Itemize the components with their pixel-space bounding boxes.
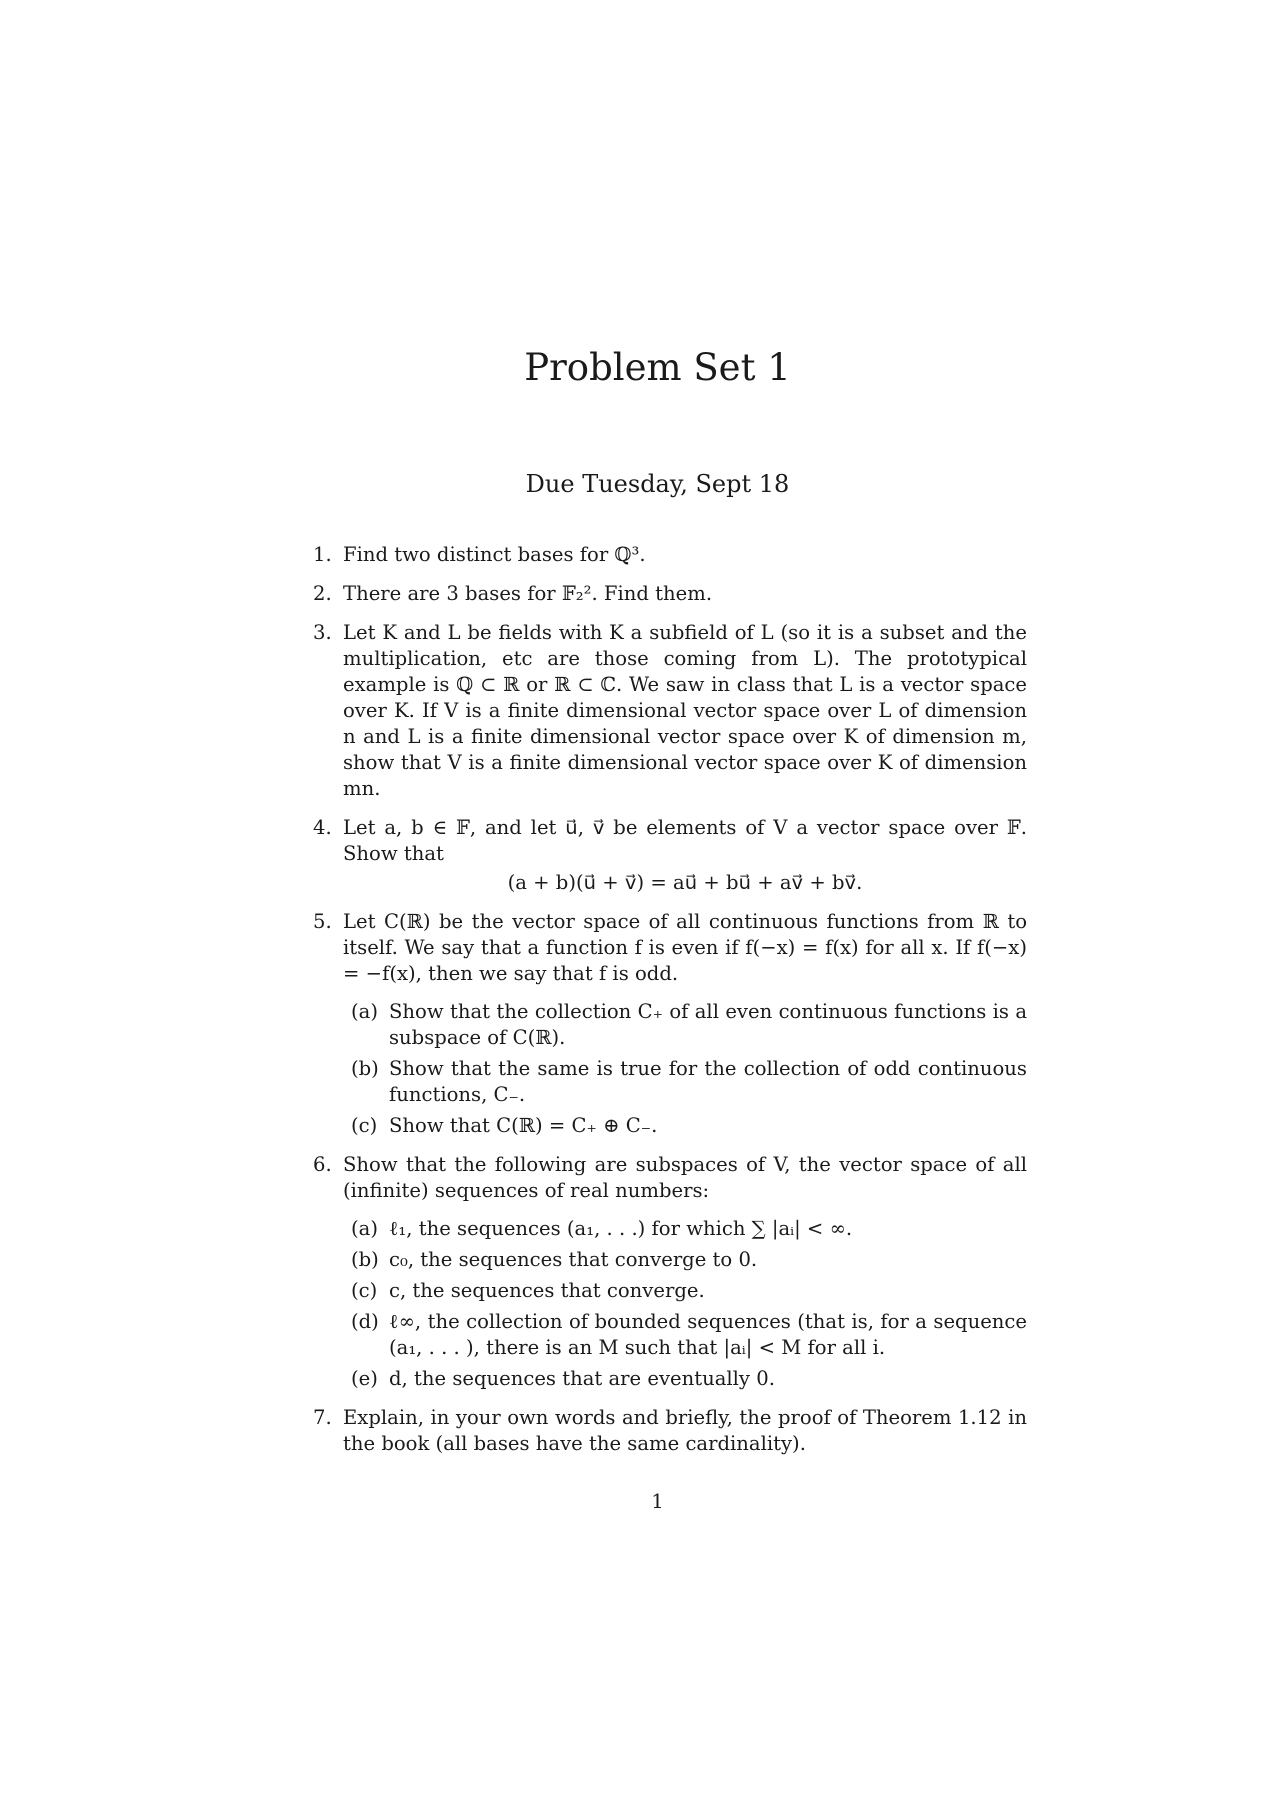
subpart-label: (c)	[351, 1114, 378, 1137]
page-number: 1	[651, 1490, 664, 1513]
problem-list	[313, 542, 1027, 1470]
subpart-text: Show that the collection C₊ of all even continuous functions is a subspace of C(ℝ).	[389, 1000, 1027, 1049]
problem-7	[313, 1405, 1027, 1457]
problem-5	[313, 909, 1027, 1139]
problem-text: Find two distinct bases for ℚ³.	[343, 543, 646, 566]
problem-text: Let C(ℝ) be the vector space of all continuous functions from ℝ to itself. We say that a function f is even if f(−x) = f(x) for all x. If f(−x) = −f(x), then we say that f is odd.	[343, 910, 1027, 985]
problem-3	[313, 620, 1027, 802]
subpart-list	[343, 1216, 1027, 1392]
subpart-d	[351, 1309, 1027, 1361]
problem-2	[313, 581, 1027, 607]
subpart-label: (c)	[351, 1279, 378, 1302]
subpart-text: ℓ∞, the collection of bounded sequences (that is, for a sequence (a₁, . . . ), there is an M such that |aᵢ| < M for all i.	[389, 1310, 1027, 1359]
subpart-text: Show that the same is true for the collection of odd continuous functions, C₋.	[389, 1057, 1027, 1106]
problem-number: 5.	[313, 910, 332, 933]
subpart-c	[351, 1278, 1027, 1304]
problem-number: 3.	[313, 621, 332, 644]
problem-text: Show that the following are subspaces of V, the vector space of all (infinite) sequences of real numbers:	[343, 1153, 1027, 1202]
problem-4	[313, 815, 1027, 896]
subpart-a	[351, 999, 1027, 1051]
problem-number: 2.	[313, 582, 332, 605]
subpart-label: (a)	[351, 1217, 378, 1240]
subpart-c	[351, 1113, 1027, 1139]
problem-number: 7.	[313, 1406, 332, 1429]
subpart-e	[351, 1366, 1027, 1392]
problem-number: 1.	[313, 543, 332, 566]
subpart-text: d, the sequences that are eventually 0.	[389, 1367, 775, 1390]
problem-text: There are 3 bases for 𝔽₂². Find them.	[343, 582, 713, 605]
subpart-label: (d)	[351, 1310, 379, 1333]
due-date: Due Tuesday, Sept 18	[525, 470, 790, 498]
subpart-label: (b)	[351, 1248, 379, 1271]
problem-number: 4.	[313, 816, 332, 839]
subpart-text: c₀, the sequences that converge to 0.	[389, 1248, 758, 1271]
problem-text: Let K and L be fields with K a subfield of L (so it is a subset and the multiplication, etc are those coming from L). The prototypical example is ℚ ⊂ ℝ or ℝ ⊂ ℂ. We saw in class that L is a vector space over K. If V is a finite dimensional vector space over L of dimension n and L is a finite dimensional vector space over K of dimension m, show that V is a finite dimensional vector space over K of dimension mn.	[343, 621, 1027, 800]
display-equation: (a + b)(u⃗ + v⃗) = au⃗ + bu⃗ + av⃗ + bv⃗.	[507, 871, 863, 894]
problem-6	[313, 1152, 1027, 1392]
problem-1	[313, 542, 1027, 568]
problem-number: 6.	[313, 1153, 332, 1176]
subpart-label: (b)	[351, 1057, 379, 1080]
subpart-a	[351, 1216, 1027, 1242]
page-title: Problem Set 1	[524, 346, 791, 389]
subpart-text: c, the sequences that converge.	[389, 1279, 705, 1302]
subpart-b	[351, 1247, 1027, 1273]
subpart-text: Show that C(ℝ) = C₊ ⊕ C₋.	[389, 1114, 658, 1137]
subpart-b	[351, 1056, 1027, 1108]
subpart-text: ℓ₁, the sequences (a₁, . . .) for which ∑ |aᵢ| < ∞.	[389, 1217, 853, 1240]
subpart-list	[343, 999, 1027, 1139]
subpart-label: (a)	[351, 1000, 378, 1023]
problem-text: Let a, b ∈ 𝔽, and let u⃗, v⃗ be elements of V a vector space over 𝔽. Show that	[343, 816, 1027, 865]
subpart-label: (e)	[351, 1367, 378, 1390]
problem-text: Explain, in your own words and briefly, the proof of Theorem 1.12 in the book (all bases have the same cardinality).	[343, 1406, 1027, 1455]
